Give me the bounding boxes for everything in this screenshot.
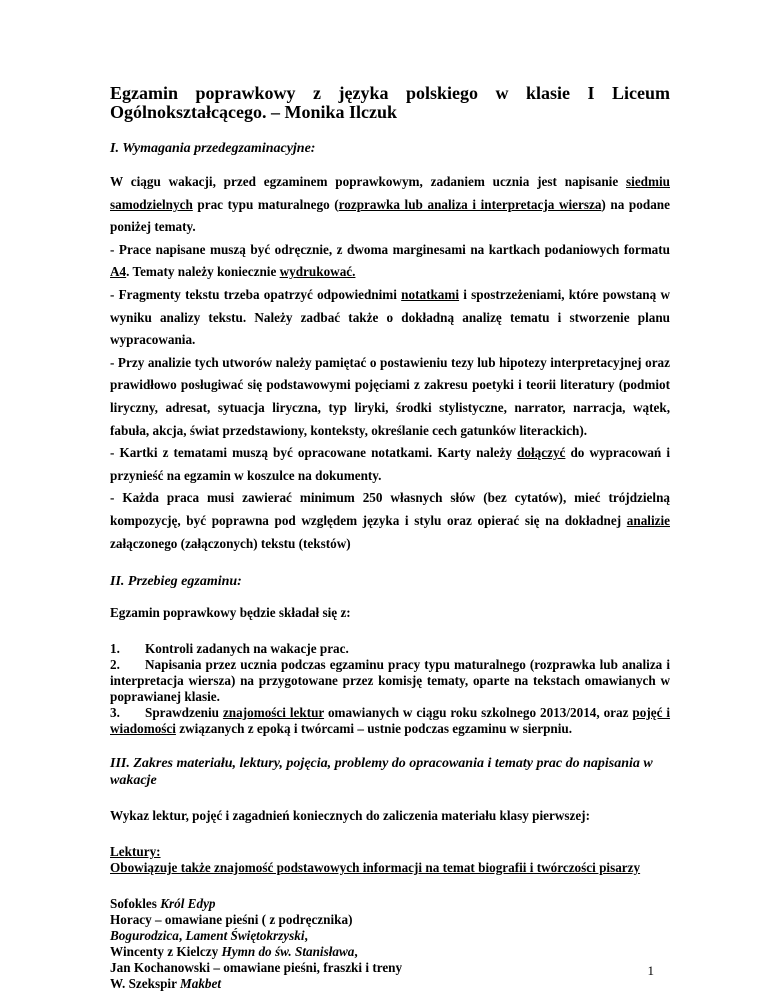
text-run: załączonego (załączonych) tekstu (tekstów) bbox=[110, 535, 351, 551]
text-run: Sofokles bbox=[110, 896, 161, 912]
underlined-text: notatkami bbox=[401, 286, 460, 302]
text-run: - Prace napisane muszą być odręcznie, z dwoma marginesami na kartkach podaniowych formatu bbox=[110, 241, 670, 257]
readings-header bbox=[110, 844, 670, 876]
italic-title: Hymn do św. Stanisława bbox=[221, 944, 355, 960]
section-heading-exam-course: II. Przebieg egzaminu: bbox=[110, 574, 242, 590]
requirements-paragraph-2 bbox=[110, 239, 670, 284]
list-number: 3. bbox=[110, 705, 120, 721]
page-number: 1 bbox=[647, 963, 654, 978]
text-run: Kontroli zadanych na wakacje prac. bbox=[145, 641, 349, 657]
exam-intro: Egzamin poprawkowy będzie składał się z: bbox=[110, 605, 351, 621]
italic-title: Bogurodzica bbox=[110, 928, 179, 944]
italic-title: Lament Świętokrzyski bbox=[185, 928, 305, 944]
text-run: W. Szekspir bbox=[110, 976, 180, 992]
exam-step-2 bbox=[110, 657, 670, 705]
text-run: - Kartki z tematami muszą być opracowane notatkami. Karty należy bbox=[110, 445, 518, 461]
underlined-text: znajomości lektur bbox=[222, 705, 325, 721]
text-run: , bbox=[304, 928, 308, 944]
text-run: omawianych w ciągu roku szkolnego 2013/2014, oraz bbox=[324, 705, 633, 721]
reading-item: Jan Kochanowski – omawiane pieśni, fraszki i treny bbox=[110, 960, 403, 976]
text-run: - Fragmenty tekstu trzeba opatrzyć odpowiednimi bbox=[110, 286, 402, 302]
underlined-text: dołączyć bbox=[517, 445, 566, 461]
text-run: Sprawdzeniu bbox=[145, 705, 223, 721]
scope-intro: Wykaz lektur, pojęć i zagadnień koniecznych do zaliczenia materiału klasy pierwszej: bbox=[110, 808, 590, 824]
text-run: Napisania przez ucznia podczas egzaminu pracy typu maturalnego (rozprawka lub analiza i interpretacja wiersza) na przygotowane przez komisję tematy, oparte na tekstach omawianych w poprawianej klasie. bbox=[110, 657, 670, 705]
text-run: ) na podane poniżej tematy. bbox=[110, 196, 670, 235]
underlined-text: analizie bbox=[626, 512, 670, 528]
reading-item bbox=[110, 976, 670, 992]
requirements-paragraph-4: - Przy analizie tych utworów należy pamiętać o postawieniu tezy lub hipotezy interpretacyjnej oraz prawidłowo posługiwać się podstawowymi pojęciami z zakresu poetyki i teorii literatury (podmiot liryczny, adresat, sytuacja liryczna, typ liryki, środki stylistyczne, narrator, narracja, wątek, fabuła, akcja, świat przedstawiony, konteksty, określanie cech gatunków literackich). bbox=[110, 354, 670, 438]
exam-step-1 bbox=[110, 641, 670, 657]
text-run: związanych z epoką i twórcami – ustnie podczas egzaminu w sierpniu. bbox=[175, 721, 573, 737]
section-heading-requirements: I. Wymagania przedegzaminacyjne: bbox=[110, 141, 316, 156]
readings-note: Obowiązuje także znajomość podstawowych informacji na temat biografii i twórczości pisarzy bbox=[110, 860, 641, 876]
list-number: 1. bbox=[110, 641, 120, 657]
text-run: prac typu maturalnego ( bbox=[192, 196, 339, 212]
underlined-text: siedmiu samodzielnych bbox=[110, 174, 670, 212]
requirements-block bbox=[110, 171, 670, 555]
underlined-text: A4 bbox=[110, 264, 127, 280]
reading-item bbox=[110, 896, 670, 912]
exam-step-3 bbox=[110, 705, 670, 737]
italic-title: Król Edyp bbox=[160, 896, 216, 912]
requirements-paragraph-5 bbox=[110, 442, 670, 487]
document-title: Egzamin poprawkowy z języka polskiego w klasie I Liceum Ogólnokształcącego. – Monika Ilczuk bbox=[110, 83, 670, 122]
reading-item bbox=[110, 944, 670, 960]
document-content bbox=[110, 84, 670, 992]
underlined-text: wydrukować. bbox=[279, 264, 356, 280]
text-run: i spostrzeżeniami, które powstaną w wyniku analizy tekstu. Należy zadbać także o dokładną analizę tematu i stworzenie planu wypracowania. bbox=[110, 286, 670, 348]
text-run: W ciągu wakacji, przed egzaminem poprawkowym, zadaniem ucznia jest napisanie bbox=[110, 174, 627, 189]
requirements-paragraph-3 bbox=[110, 284, 670, 352]
requirements-paragraph-6 bbox=[110, 487, 670, 555]
reading-item: Horacy – omawiane pieśni ( z podręcznika) bbox=[110, 912, 353, 928]
italic-title: Makbet bbox=[180, 976, 222, 992]
text-run: . Tematy należy koniecznie bbox=[126, 264, 280, 280]
list-number: 2. bbox=[110, 657, 120, 673]
text-run: , bbox=[354, 944, 358, 960]
reading-item bbox=[110, 928, 670, 944]
readings-label: Lektury: bbox=[110, 844, 161, 860]
section-heading-scope: III. Zakres materiału, lektury, pojęcia, problemy do opracowania i tematy prac do napisania w wakacje bbox=[110, 756, 653, 789]
text-run: do wypracowań i przynieść na egzamin w koszulce na dokumenty. bbox=[110, 445, 671, 483]
readings-list bbox=[110, 896, 670, 992]
underlined-text: rozprawka lub analiza i interpretacja wiersza bbox=[338, 196, 602, 212]
text-run: Wincenty z Kielczy bbox=[110, 944, 222, 960]
text-run: , bbox=[178, 928, 186, 944]
requirements-paragraph-1 bbox=[110, 171, 670, 239]
text-run: - Każda praca musi zawierać minimum 250 własnych słów (bez cytatów), mieć trójdzielną kompozycję, być poprawna pod względem języka i stylu oraz opierać się na dokładnej bbox=[110, 490, 670, 528]
underlined-text: pojęć i wiadomości bbox=[110, 705, 671, 737]
exam-steps-list bbox=[110, 641, 670, 737]
